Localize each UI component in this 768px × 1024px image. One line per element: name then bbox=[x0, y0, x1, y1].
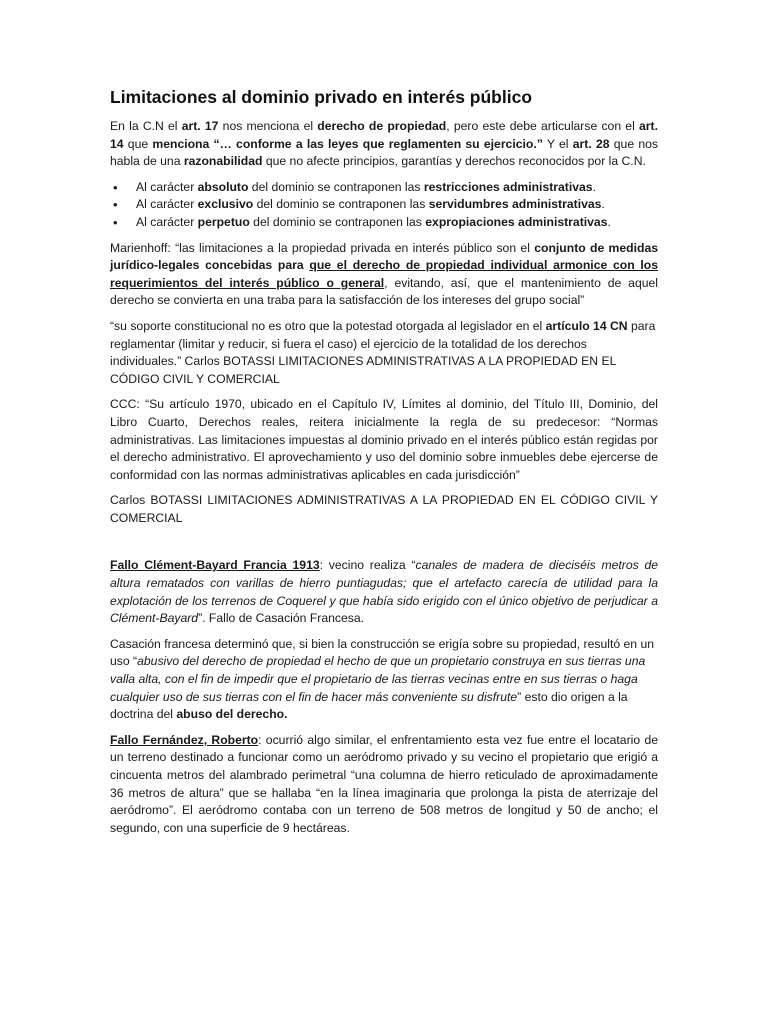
text: . bbox=[601, 197, 605, 212]
bold-text: conjunto de medidas jurídico-legales concebidas para bbox=[110, 240, 659, 273]
text: que bbox=[123, 136, 153, 151]
casacion-paragraph bbox=[110, 636, 658, 724]
text: nos menciona el bbox=[218, 119, 318, 133]
clement-paragraph bbox=[110, 557, 658, 627]
text: del dominio se contraponen las bbox=[248, 179, 424, 194]
bullet-icon: • bbox=[113, 214, 118, 230]
botassi-citation: Carlos BOTASSI LIMITACIONES ADMINISTRATIVAS A LA PROPIEDAD EN EL CÓDIGO CIVIL Y COMERCIAL bbox=[110, 493, 658, 525]
bold-text: perpetuo bbox=[197, 214, 250, 229]
bold-text: derecho de propiedad bbox=[317, 119, 447, 133]
marienhoff-paragraph bbox=[110, 240, 658, 310]
list-item bbox=[113, 196, 658, 214]
spacer bbox=[110, 535, 658, 557]
bold-text: abuso del derecho. bbox=[176, 707, 288, 722]
bullet-icon: • bbox=[113, 197, 118, 213]
document-page bbox=[110, 86, 658, 845]
bullet-list bbox=[110, 179, 658, 232]
bold-text: art. 14 bbox=[110, 119, 658, 151]
bold-text: art. 28 bbox=[572, 136, 610, 151]
bold-text: servidumbres administrativas bbox=[428, 197, 602, 212]
ccc-paragraph: CCC: “Su artículo 1970, ubicado en el Capítulo IV, Límites al dominio, del Título III, Dominio, del Libro Cuarto, Derechos reales, reitera inicialmente la regla de su predecesor: “Normas administrativas. Las limitaciones impuestas al dominio privado en el interés público están regidas por el derecho administrativo. El aprovechamiento y uso del dominio sobre inmuebles debe ejercerse de conformidad con las normas administrativas aplicables en cada jurisdicción” bbox=[110, 397, 658, 482]
text: Al carácter bbox=[136, 179, 198, 194]
text: , pero este debe articularse con el bbox=[446, 119, 640, 133]
text: ”. Fallo de Casación Francesa. bbox=[198, 611, 365, 626]
list-item bbox=[113, 214, 658, 232]
bold-text: artículo 14 CN bbox=[545, 318, 628, 333]
bold-text: razonabilidad bbox=[183, 154, 263, 169]
bold-text: exclusivo bbox=[197, 197, 254, 212]
text: , evitando, así, que el mantenimiento de aquel derecho se convierta en una traba para la satisfacción de los intereses del grupo social” bbox=[110, 275, 658, 308]
bold-text: expropiaciones administrativas bbox=[425, 214, 608, 229]
text: En la C.N el bbox=[110, 119, 182, 133]
text: Al carácter bbox=[136, 197, 198, 212]
text: Marienhoff: “las limitaciones a la propiedad privada en interés público son el bbox=[110, 240, 535, 255]
text: del dominio se contraponen las bbox=[253, 197, 429, 212]
text: que nos habla de una bbox=[110, 136, 658, 169]
intro-paragraph bbox=[110, 118, 658, 171]
text: Casación francesa determinó que, si bien la construcción se erigía sobre su propiedad, resultó en un uso “ bbox=[110, 636, 655, 669]
text: : vecino realiza “ bbox=[319, 558, 416, 573]
text: ” esto dio origen a la doctrina del bbox=[110, 689, 628, 722]
case-title: Fallo Fernández, Roberto bbox=[110, 732, 259, 747]
text: Al carácter bbox=[136, 214, 198, 229]
text: : ocurrió algo similar, el enfrentamiento esta vez fue entre el locatario de un terreno destinado a funcionar como un aeródromo privado y su vecino el propietario que erigió a cincuenta metros del alambrado perimetral “una columna de hierro reticulado de aproximadamente 36 metros de altura” que se hallaba “en la línea imaginaria que prolonga la pista de aterrizaje del aeródromo”. El aeródromo contaba con un terreno de 508 metros de longitud y 50 de ancho; el segundo, con una superficie de 9 hectáreas. bbox=[110, 732, 658, 835]
text: . bbox=[592, 179, 596, 194]
list-item bbox=[113, 179, 658, 197]
fernandez-paragraph bbox=[110, 732, 658, 838]
bold-text: absoluto bbox=[197, 179, 249, 194]
italic-quote: abusivo del derecho de propiedad el hecho de que un propietario construya en sus tierras una valla alta, con el fin de impedir que el propietario de las tierras vecinas entre en sus tierras o haga cualquier uso de sus tierras con el fin de hacer más conveniente su disfrute bbox=[110, 654, 646, 704]
text: del dominio se contraponen las bbox=[249, 214, 426, 229]
text: . bbox=[607, 214, 611, 229]
bold-text: art. 17 bbox=[181, 119, 219, 133]
text: que no afecte principios, garantías y derechos reconocidos por la C.N. bbox=[262, 154, 646, 169]
italic-quote: canales de madera de dieciséis metros de altura rematados con varillas de hierro puntiagudas; que el artefacto carecía de utilidad para la explotación de los terrenos de Coquerel y que había sido erigido con el único objetivo de perjudicar a Clément-Bayard bbox=[110, 558, 658, 626]
bold-text: menciona “… conforme a las leyes que reglamenten su ejercicio.” bbox=[152, 136, 543, 151]
page-title: Limitaciones al dominio privado en interés público bbox=[110, 87, 533, 107]
bold-underlined-text: que el derecho de propiedad individual armonice con los requerimientos del interés público o general bbox=[110, 258, 658, 290]
case-title: Fallo Clément-Bayard Francia 1913 bbox=[110, 558, 320, 573]
text: Y el bbox=[542, 136, 573, 151]
text: “su soporte constitucional no es otro que la potestad otorgada al legislador en el bbox=[110, 318, 546, 333]
bold-text: restricciones administrativas bbox=[423, 179, 593, 194]
soporte-paragraph bbox=[110, 318, 658, 388]
text: para reglamentar (limitar y reducir, si fuera el caso) el ejercicio de la totalidad de los derechos individuales.” Carlos BOTASSI LIMITACIONES ADMINISTRATIVAS A LA PROPIEDAD EN EL CÓDIGO CIVIL Y COMERCIAL bbox=[110, 318, 656, 386]
bullet-icon: • bbox=[113, 179, 118, 195]
